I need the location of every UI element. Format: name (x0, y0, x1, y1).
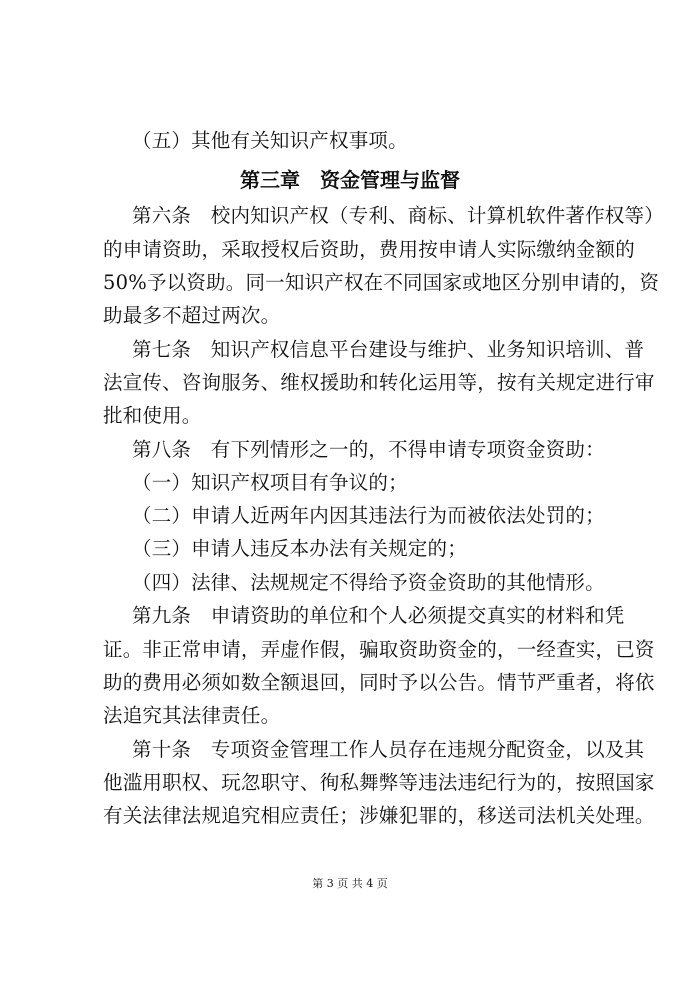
article-eight-item-1: （一）知识产权项目有争议的； (132, 471, 408, 494)
article-six-line-4: 助最多不超过两次。 (103, 304, 281, 327)
article-ten-line-1: 第十条 专项资金管理工作人员存在违规分配资金，以及其 (132, 738, 645, 761)
article-seven-line-3: 批和使用。 (103, 404, 202, 427)
article-nine-line-3: 助的费用必须如数全额退回，同时予以公告。情节严重者，将依 (103, 671, 655, 694)
article-nine-line-1: 第九条 申请资助的单位和个人必须提交真实的材料和凭 (132, 604, 625, 627)
article-seven-line-2: 法宣传、咨询服务、维权援助和转化运用等，按有关规定进行审 (103, 371, 655, 394)
article-six-line-3: 50%予以资助。同一知识产权在不同国家或地区分别申请的，资 (103, 271, 660, 294)
item-five: （五）其他有关知识产权事项。 (132, 129, 408, 152)
article-ten-line-3: 有关法律法规追究相应责任；涉嫌犯罪的，移送司法机关处理。 (103, 804, 655, 827)
article-eight-item-3: （三）申请人违反本办法有关规定的； (132, 537, 467, 560)
article-seven-line-1: 第七条 知识产权信息平台建设与维护、业务知识培训、普 (132, 338, 645, 361)
article-six-line-2: 的申请资助，采取授权后资助，费用按申请人实际缴纳金额的 (103, 238, 635, 261)
article-eight-item-4: （四）法律、法规规定不得给予资金资助的其他情形。 (132, 571, 605, 594)
article-ten-line-2: 他滥用职权、玩忽职守、徇私舞弊等违法违纪行为的，按照国家 (103, 771, 655, 794)
article-eight-item-2: （二）申请人近两年内因其违法行为而被依法处罚的； (132, 504, 605, 527)
chapter-heading: 第三章 资金管理与监督 (240, 168, 460, 192)
article-nine-line-2: 证。非正常申请，弄虚作假，骗取资助资金的，一经查实，已资 (103, 638, 655, 661)
page-number-footer: 第 3 页 共 4 页 (312, 877, 388, 890)
article-nine-line-4: 法追究其法律责任。 (103, 704, 281, 727)
article-eight-line-1: 第八条 有下列情形之一的，不得申请专项资金资助： (132, 438, 605, 461)
article-six-line-1: 第六条 校内知识产权（专利、商标、计算机软件著作权等） (132, 204, 664, 227)
